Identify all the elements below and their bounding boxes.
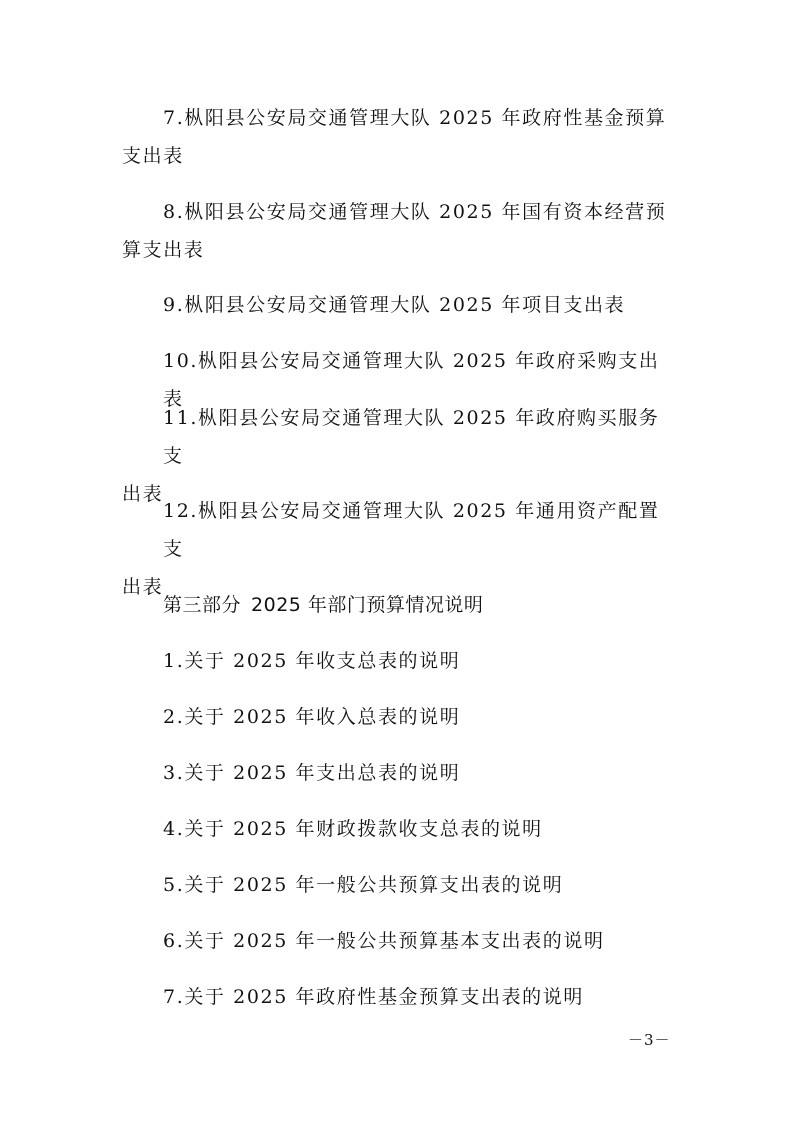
list-item-line2: 支出表 xyxy=(122,145,184,167)
list-item: 4.关于 2025 年财政拨款收支总表的说明 xyxy=(163,818,543,840)
list-item: 7.关于 2025 年政府性基金预算支出表的说明 xyxy=(163,986,584,1008)
list-item: 2.关于 2025 年收入总表的说明 xyxy=(163,706,461,728)
page-number: －3－ xyxy=(628,1031,671,1049)
list-item: 1.关于 2025 年收支总表的说明 xyxy=(163,650,461,672)
list-item-line2: 出表 xyxy=(122,483,164,505)
section-heading-title: 2025 年部门预算情况说明 xyxy=(251,594,484,616)
list-item-line1: 9.枞阳县公安局交通管理大队 2025 年项目支出表 xyxy=(163,294,626,316)
list-item-line1: 7.枞阳县公安局交通管理大队 2025 年政府性基金预算 xyxy=(163,107,667,129)
list-item-line1: 12.枞阳县公安局交通管理大队 2025 年通用资产配置支 xyxy=(163,500,660,560)
list-item: 6.关于 2025 年一般公共预算基本支出表的说明 xyxy=(163,930,605,952)
list-item: 3.关于 2025 年支出总表的说明 xyxy=(163,762,461,784)
section-heading-part: 第三部分 xyxy=(163,594,242,616)
list-item xyxy=(122,286,678,324)
list-item-line1: 11.枞阳县公安局交通管理大队 2025 年政府购买服务支 xyxy=(163,407,660,467)
list-item xyxy=(122,193,678,269)
list-item xyxy=(122,99,678,175)
list-item-line2: 算支出表 xyxy=(122,239,205,261)
list-item-line2: 出表 xyxy=(122,576,164,598)
list-item-line1: 8.枞阳县公安局交通管理大队 2025 年国有资本经营预 xyxy=(163,201,667,223)
section-heading xyxy=(163,586,483,624)
list-item: 5.关于 2025 年一般公共预算支出表的说明 xyxy=(163,874,564,896)
list-item-line1: 10.枞阳县公安局交通管理大队 2025 年政府采购支出表 xyxy=(163,350,660,410)
